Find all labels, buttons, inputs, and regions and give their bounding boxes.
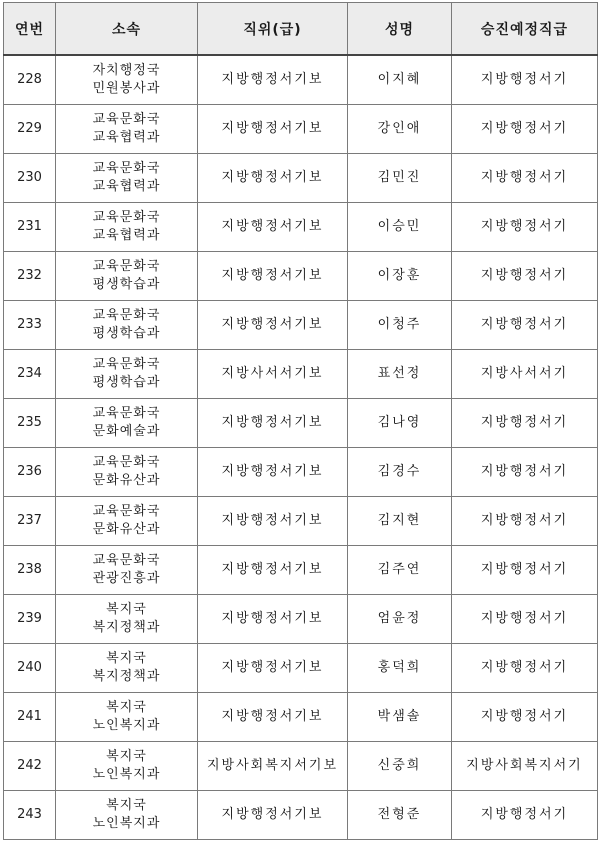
- cell-target-rank: 지방행정서기: [452, 399, 598, 448]
- department-bureau: 교육문화국: [92, 504, 161, 519]
- header-dept: 소속: [56, 3, 198, 56]
- cell-current-rank: 지방행정서기보: [198, 595, 348, 644]
- cell-department: [56, 595, 198, 644]
- department-division: 노인복지과: [92, 767, 161, 782]
- cell-current-rank: 지방행정서기보: [198, 55, 348, 105]
- table-row: [4, 252, 598, 301]
- cell-current-rank: 지방행정서기보: [198, 301, 348, 350]
- cell-person-name: 이지혜: [348, 55, 452, 105]
- table-row: [4, 55, 598, 105]
- table-row: [4, 154, 598, 203]
- cell-target-rank: 지방행정서기: [452, 105, 598, 154]
- department-bureau: 복지국: [106, 602, 147, 617]
- table-row: [4, 546, 598, 595]
- cell-current-rank: 지방행정서기보: [198, 399, 348, 448]
- table-row: [4, 791, 598, 840]
- header-row: [4, 3, 598, 56]
- cell-person-name: 강인애: [348, 105, 452, 154]
- table-row: [4, 105, 598, 154]
- department-division: 평생학습과: [92, 277, 161, 292]
- cell-person-name: 전형준: [348, 791, 452, 840]
- table-row: [4, 742, 598, 791]
- department-bureau: 교육문화국: [92, 112, 161, 127]
- cell-number: 229: [4, 105, 56, 154]
- department-division: 문화예술과: [92, 424, 161, 439]
- cell-number: 238: [4, 546, 56, 595]
- cell-target-rank: 지방행정서기: [452, 546, 598, 595]
- cell-number: 228: [4, 55, 56, 105]
- cell-target-rank: 지방행정서기: [452, 203, 598, 252]
- cell-number: 241: [4, 693, 56, 742]
- cell-current-rank: 지방행정서기보: [198, 448, 348, 497]
- cell-department: [56, 791, 198, 840]
- cell-target-rank: 지방행정서기: [452, 595, 598, 644]
- cell-current-rank: 지방행정서기보: [198, 546, 348, 595]
- cell-department: [56, 105, 198, 154]
- department-division: 평생학습과: [92, 326, 161, 341]
- cell-department: [56, 252, 198, 301]
- cell-department: [56, 55, 198, 105]
- cell-department: [56, 497, 198, 546]
- department-bureau: 교육문화국: [92, 406, 161, 421]
- cell-current-rank: 지방행정서기보: [198, 105, 348, 154]
- department-division: 관광진흥과: [92, 571, 161, 586]
- header-target-rank: 승진예정직급: [452, 3, 598, 56]
- department-bureau: 교육문화국: [92, 357, 161, 372]
- cell-department: [56, 644, 198, 693]
- cell-number: 235: [4, 399, 56, 448]
- cell-department: [56, 399, 198, 448]
- cell-target-rank: 지방행정서기: [452, 154, 598, 203]
- personnel-sheet: [3, 2, 597, 840]
- department-bureau: 교육문화국: [92, 455, 161, 470]
- cell-target-rank: 지방행정서기: [452, 497, 598, 546]
- department-division: 문화유산과: [92, 473, 161, 488]
- cell-person-name: 신중희: [348, 742, 452, 791]
- cell-department: [56, 350, 198, 399]
- cell-target-rank: 지방행정서기: [452, 252, 598, 301]
- table-row: [4, 693, 598, 742]
- cell-person-name: 홍덕희: [348, 644, 452, 693]
- cell-current-rank: 지방행정서기보: [198, 791, 348, 840]
- cell-number: 232: [4, 252, 56, 301]
- cell-target-rank: 지방사서서기: [452, 350, 598, 399]
- department-bureau: 교육문화국: [92, 161, 161, 176]
- cell-person-name: 이청주: [348, 301, 452, 350]
- cell-target-rank: 지방행정서기: [452, 791, 598, 840]
- department-bureau: 교육문화국: [92, 308, 161, 323]
- department-division: 교육협력과: [92, 179, 161, 194]
- cell-department: [56, 154, 198, 203]
- cell-target-rank: 지방행정서기: [452, 693, 598, 742]
- cell-number: 233: [4, 301, 56, 350]
- cell-number: 243: [4, 791, 56, 840]
- cell-target-rank: 지방행정서기: [452, 301, 598, 350]
- table-row: [4, 497, 598, 546]
- cell-number: 230: [4, 154, 56, 203]
- department-division: 복지정책과: [92, 669, 161, 684]
- cell-current-rank: 지방행정서기보: [198, 497, 348, 546]
- department-division: 노인복지과: [92, 816, 161, 831]
- table-row: [4, 350, 598, 399]
- table-row: [4, 399, 598, 448]
- cell-current-rank: 지방행정서기보: [198, 252, 348, 301]
- cell-current-rank: 지방사회복지서기보: [198, 742, 348, 791]
- cell-number: 231: [4, 203, 56, 252]
- cell-number: 239: [4, 595, 56, 644]
- cell-current-rank: 지방행정서기보: [198, 644, 348, 693]
- cell-person-name: 표선정: [348, 350, 452, 399]
- cell-number: 240: [4, 644, 56, 693]
- department-bureau: 교육문화국: [92, 553, 161, 568]
- cell-number: 237: [4, 497, 56, 546]
- cell-target-rank: 지방행정서기: [452, 448, 598, 497]
- cell-department: [56, 693, 198, 742]
- cell-number: 234: [4, 350, 56, 399]
- cell-person-name: 엄윤정: [348, 595, 452, 644]
- cell-number: 236: [4, 448, 56, 497]
- cell-person-name: 박샘솔: [348, 693, 452, 742]
- table-row: [4, 448, 598, 497]
- department-division: 노인복지과: [92, 718, 161, 733]
- table-header: [4, 3, 598, 56]
- table-row: [4, 301, 598, 350]
- cell-person-name: 김경수: [348, 448, 452, 497]
- cell-target-rank: 지방행정서기: [452, 644, 598, 693]
- cell-person-name: 김민진: [348, 154, 452, 203]
- cell-person-name: 김지현: [348, 497, 452, 546]
- cell-department: [56, 546, 198, 595]
- cell-person-name: 김주연: [348, 546, 452, 595]
- cell-current-rank: 지방행정서기보: [198, 203, 348, 252]
- table-row: [4, 644, 598, 693]
- department-bureau: 복지국: [106, 798, 147, 813]
- table-row: [4, 595, 598, 644]
- department-bureau: 교육문화국: [92, 210, 161, 225]
- header-no: 연번: [4, 3, 56, 56]
- cell-target-rank: 지방행정서기: [452, 55, 598, 105]
- promotion-roster-table: [3, 2, 598, 840]
- department-bureau: 복지국: [106, 651, 147, 666]
- cell-target-rank: 지방사회복지서기: [452, 742, 598, 791]
- department-bureau: 복지국: [106, 700, 147, 715]
- department-division: 복지정책과: [92, 620, 161, 635]
- cell-current-rank: 지방사서서기보: [198, 350, 348, 399]
- cell-department: [56, 203, 198, 252]
- department-bureau: 교육문화국: [92, 259, 161, 274]
- department-division: 교육협력과: [92, 228, 161, 243]
- cell-number: 242: [4, 742, 56, 791]
- header-name: 성명: [348, 3, 452, 56]
- header-rank: 직위(급): [198, 3, 348, 56]
- cell-person-name: 이승민: [348, 203, 452, 252]
- department-division: 평생학습과: [92, 375, 161, 390]
- department-division: 교육협력과: [92, 130, 161, 145]
- cell-current-rank: 지방행정서기보: [198, 693, 348, 742]
- cell-person-name: 이장훈: [348, 252, 452, 301]
- cell-department: [56, 301, 198, 350]
- cell-department: [56, 448, 198, 497]
- cell-person-name: 김나영: [348, 399, 452, 448]
- department-division: 문화유산과: [92, 522, 161, 537]
- cell-current-rank: 지방행정서기보: [198, 154, 348, 203]
- department-bureau: 자치행정국: [92, 63, 161, 78]
- table-body: [4, 55, 598, 840]
- cell-department: [56, 742, 198, 791]
- department-division: 민원봉사과: [92, 81, 161, 96]
- table-row: [4, 203, 598, 252]
- department-bureau: 복지국: [106, 749, 147, 764]
